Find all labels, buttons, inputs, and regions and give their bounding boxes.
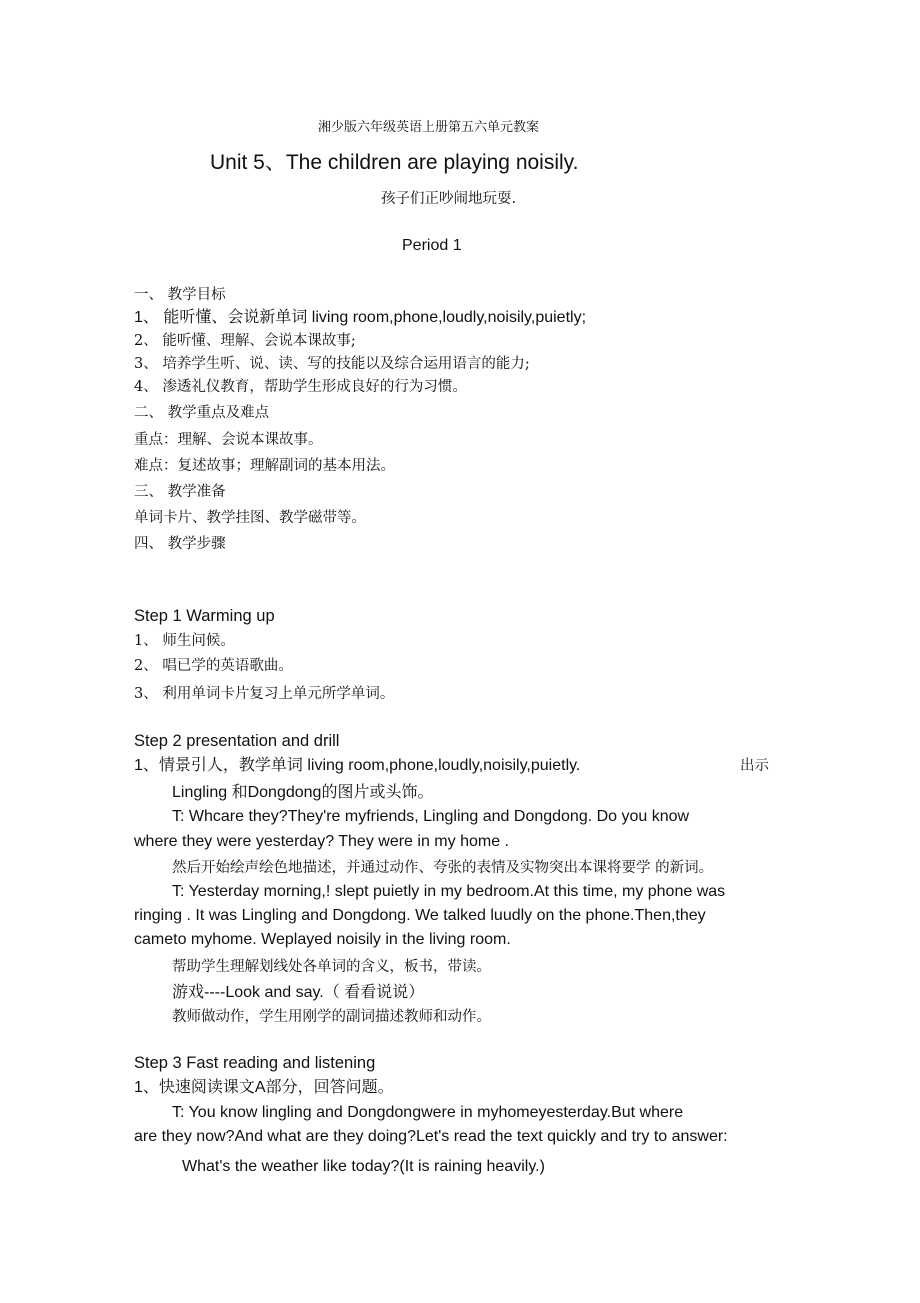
step3-line: 1、快速阅读课文A部分，回答问题。 (134, 1079, 394, 1096)
period-label: Period 1 (402, 237, 462, 254)
key-point-text: 重点：理解、会说本课故事。 (134, 432, 323, 448)
step2-line: Lingling 和Dongdong的图片或头饰。 (172, 784, 434, 801)
step3-line: What's the weather like today?(It is raining heavily.) (182, 1158, 545, 1175)
unit-subtitle: 孩子们正吵闹地玩耍. (381, 191, 517, 207)
step3-heading: Step 3 Fast reading and listening (134, 1054, 376, 1072)
difficult-point-text: 难点：复述故事；理解副词的基本用法。 (134, 458, 395, 474)
step2-line: T: Whcare they?They're myfriends, Lingling and Dongdong. Do you know (172, 808, 690, 825)
step2-line: 教师做动作，学生用刚学的副词描述教师和动作。 (172, 1009, 491, 1025)
step2-line: 游戏----Look and say.（ 看看说说） (172, 984, 425, 1001)
step1-item: 2、 唱已学的英语歌曲。 (134, 658, 293, 674)
preparation-text: 单词卡片、教学挂图、教学磁带等。 (134, 510, 366, 526)
section-heading-steps: 四、 教学步骤 (134, 536, 226, 552)
section-heading-key-points: 二、 教学重点及难点 (134, 405, 270, 421)
step3-line: T: You know lingling and Dongdongwere in myhomeyesterday.But where (172, 1104, 684, 1121)
step1-heading: Step 1 Warming up (134, 607, 275, 625)
step2-line: 1、情景引人，教学单词 living room,phone,loudly,noisily,puietly. (134, 757, 581, 774)
step2-line: cameto myhome. Weplayed noisily in the living room. (134, 931, 511, 948)
step1-item: 1、 师生问候。 (134, 633, 235, 649)
section-heading-objectives: 一、 教学目标 (134, 287, 226, 303)
step1-item: 3、 利用单词卡片复习上单元所学单词。 (134, 686, 395, 702)
step2-line: where they were yesterday? They were in my home . (134, 833, 509, 850)
step2-line: ringing . It was Lingling and Dongdong. We talked luudly on the phone.Then,they (134, 907, 706, 924)
objective-item: 1、 能听懂、会说新单词 living room,phone,loudly,noisily,puietly; (134, 309, 587, 326)
document-header: 湘少版六年级英语上册第五六单元教案 (318, 120, 540, 135)
section-heading-preparation: 三、 教学准备 (134, 484, 226, 500)
objective-item: 4、 渗透礼仪教育，帮助学生形成良好的行为习惯。 (134, 379, 467, 395)
unit-title: Unit 5、The children are playing noisily. (210, 151, 579, 174)
step2-line-right: 出示 (740, 758, 769, 774)
step2-heading: Step 2 presentation and drill (134, 732, 340, 750)
step3-line: are they now?And what are they doing?Let's read the text quickly and try to answer: (134, 1128, 728, 1145)
step2-line: T: Yesterday morning,! slept puietly in my bedroom.At this time, my phone was (172, 883, 726, 900)
objective-item: 2、 能听懂、理解、会说本课故事; (134, 333, 356, 349)
step2-line: 帮助学生理解划线处各单词的含义，板书，带读。 (172, 959, 491, 975)
step2-line: 然后开始绘声绘色地描述，并通过动作、夸张的表情及实物突出本课将要学 的新词。 (172, 860, 714, 876)
objective-item: 3、 培养学生听、说、读、写的技能以及综合运用语言的能力; (134, 356, 530, 372)
